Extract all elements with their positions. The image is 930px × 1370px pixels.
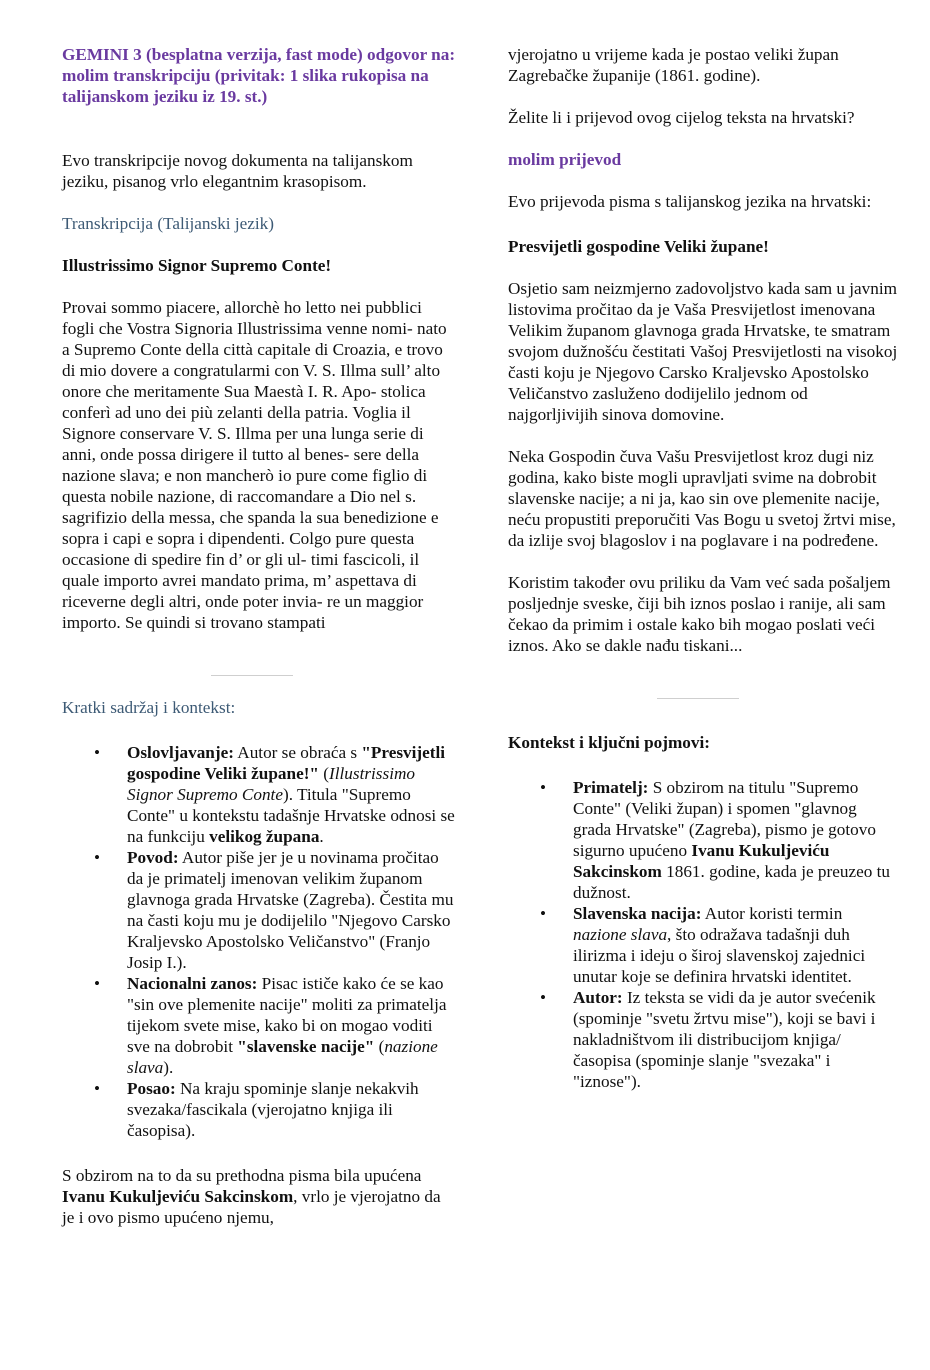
- bullet-icon: •: [94, 1079, 101, 1098]
- list-item: • Autor: Iz teksta se vidi da je autor svećenik (spominje "svetu žrtvu mise"), koji se bavi i nakladništvom ili distribucijom knjiga/časopisa (spominje slanje "svezaka" i "iznose").: [540, 988, 876, 1091]
- document-title: GEMINI 3 (besplatna verzija, fast mode) odgovor na: molim transkripciju (privitak: 1 slika rukopisa na talijanskom jeziku iz 19. st.): [62, 45, 456, 106]
- intro-text: Evo transkripcije novog dokumenta na talijanskom jeziku, pisanog vrlo elegantnim krasopisom.: [62, 151, 413, 191]
- closing-text: S obzirom na to da su prethodna pisma bila upućena Ivanu Kukuljeviću Sakcinskom, vrlo je vjerojatno da je i ovo pismo upućeno njemu,: [62, 1166, 441, 1227]
- context-heading: Kontekst i ključni pojmovi:: [508, 733, 710, 752]
- translation-intro: Evo prijevoda pisma s talijanskog jezika na hrvatski:: [508, 192, 872, 211]
- right-column: [508, 44, 898, 1092]
- italian-salutation: Illustrissimo Signor Supremo Conte!: [62, 256, 332, 275]
- context-list: [508, 777, 898, 1092]
- translation-question: Želite li i prijevod ovog cijelog teksta na hrvatski?: [508, 108, 855, 127]
- list-item: • Nacionalni zanos: Pisac ističe kako će se kao "sin ove plemenite nacije" moliti za primatelja tijekom svete mise, kako bi on mogao voditi sve na dobrobit "slavenske nacije" (nazione slava).: [94, 974, 447, 1077]
- translation-paragraph: Osjetio sam neizmjerno zadovoljstvo kada sam u javnim listovima pročitao da je Vaša Presvijetlost imenovana Velikim županom glavnoga grada Hrvatske, te smatram svojom dužnošću čestitati Vašoj Presvijetlosti na visokoj časti koju je Njegovo Carsko Kraljevsko Apostolsko Veličanstvo zasluženo dodijelilo jednom od najgorljivijih sinova domovine.: [508, 279, 898, 424]
- user-prompt: molim prijevod: [508, 150, 622, 169]
- list-item: • Povod: Autor piše jer je u novinama pročitao da je primatelj imenovan velikim županom glavnoga grada Hrvatske (Zagreba). Čestita mu na časti koju mu je dodijelilo "Njegovo Carsko Kraljevsko Apostolsko Veličanstvo" (Franjo Josip I.).: [94, 848, 454, 972]
- list-item: • Oslovljavanje: Autor se obraća s "Presvijetli gospodine Veliki župane!" (Illustrissimo Signor Supremo Conte). Titula "Supremo Conte" u kontekstu tadašnje Hrvatske odnosi se na funkciju velikog župana.: [94, 743, 455, 846]
- summary-list: [62, 742, 457, 1141]
- left-column: [62, 44, 457, 1228]
- transcription-heading: Transkripcija (Talijanski jezik): [62, 214, 274, 233]
- summary-heading: Kratki sadržaj i kontekst:: [62, 698, 236, 717]
- bullet-icon: •: [540, 904, 547, 923]
- translation-paragraph: Koristim također ovu priliku da Vam već sada pošaljem posljednje sveske, čiji bih iznos poslao i ranije, ali sam čekao da primim i ostale kako bih mogao poslati veći iznos. Ako se dakle nađu tiskani...: [508, 573, 891, 655]
- closing-continuation: vjerojatno u vrijeme kada je postao veliki župan Zagrebačke županije (1861. godine).: [508, 45, 839, 85]
- translation-paragraph: Neka Gospodin čuva Vašu Presvijetlost kroz dugi niz godina, kako biste mogli upravljati svime na dobrobit slavenske nacije; a ni ja, kao sin ove plemenite nacije, neću propustiti preporučiti Vas Bogu u svetoj žrtvi mise, da izlije svoj blagoslov i na poglavare i na podređene.: [508, 447, 896, 550]
- bullet-icon: •: [94, 974, 101, 993]
- bullet-icon: •: [540, 988, 547, 1007]
- list-item: • Posao: Na kraju spominje slanje nekakvih svezaka/fascikala (vjerojatno knjiga ili časopisa).: [94, 1079, 419, 1140]
- bullet-icon: •: [94, 848, 101, 867]
- bullet-icon: •: [94, 743, 101, 762]
- list-item: • Primatelj: S obzirom na titulu "Supremo Conte" (Veliki župan) i spomen "glavnog grada Hrvatske" (Zagreba), pismo je gotovo sigurno upućeno Ivanu Kukuljeviću Sakcinskom 1861. godine, kada je preuzeo tu dužnost.: [540, 778, 890, 902]
- croatian-salutation: Presvijetli gospodine Veliki župane!: [508, 237, 769, 256]
- section-divider: [211, 675, 293, 676]
- section-divider: [657, 698, 739, 699]
- italian-letter-body: Provai sommo piacere, allorchè ho letto nei pubblici fogli che Vostra Signoria Illustrissima venne nomi- nato a Supremo Conte della città capitale di Croazia, e trovo di mio dovere a congratularmi con V. S. Illma sull’ alto onore che meritamente Sua Maestà I. R. Apo- stolica conferì ad uno dei più zelanti della patria. Voglia il Signore conservare V. S. Illma per una lunga serie di anni, onde possa dirigere il tutto al benes- sere della nazione slava; e non mancherò io pure come figlio di questa nobile nazione, di raccomandare a Dio nel s. sagrifizio della messa, che spanda la sua benedizione e sopra i capi e sopra i dipendenti. Colgo pure questa occasione di spedire fin d’ or gli ul- timi fascicoli, il quale importo avrei mandato prima, m’ aspettava di riceverne degli altri, onde poter invia- re un maggior importo. Se quindi si trovano stampati: [62, 298, 447, 632]
- bullet-icon: •: [540, 778, 547, 797]
- list-item: • Slavenska nacija: Autor koristi termin nazione slava, što odražava tadašnji duh ilirizma i ideju o široj slavenskoj zajednici unutar koje se definira hrvatski identitet.: [540, 904, 866, 986]
